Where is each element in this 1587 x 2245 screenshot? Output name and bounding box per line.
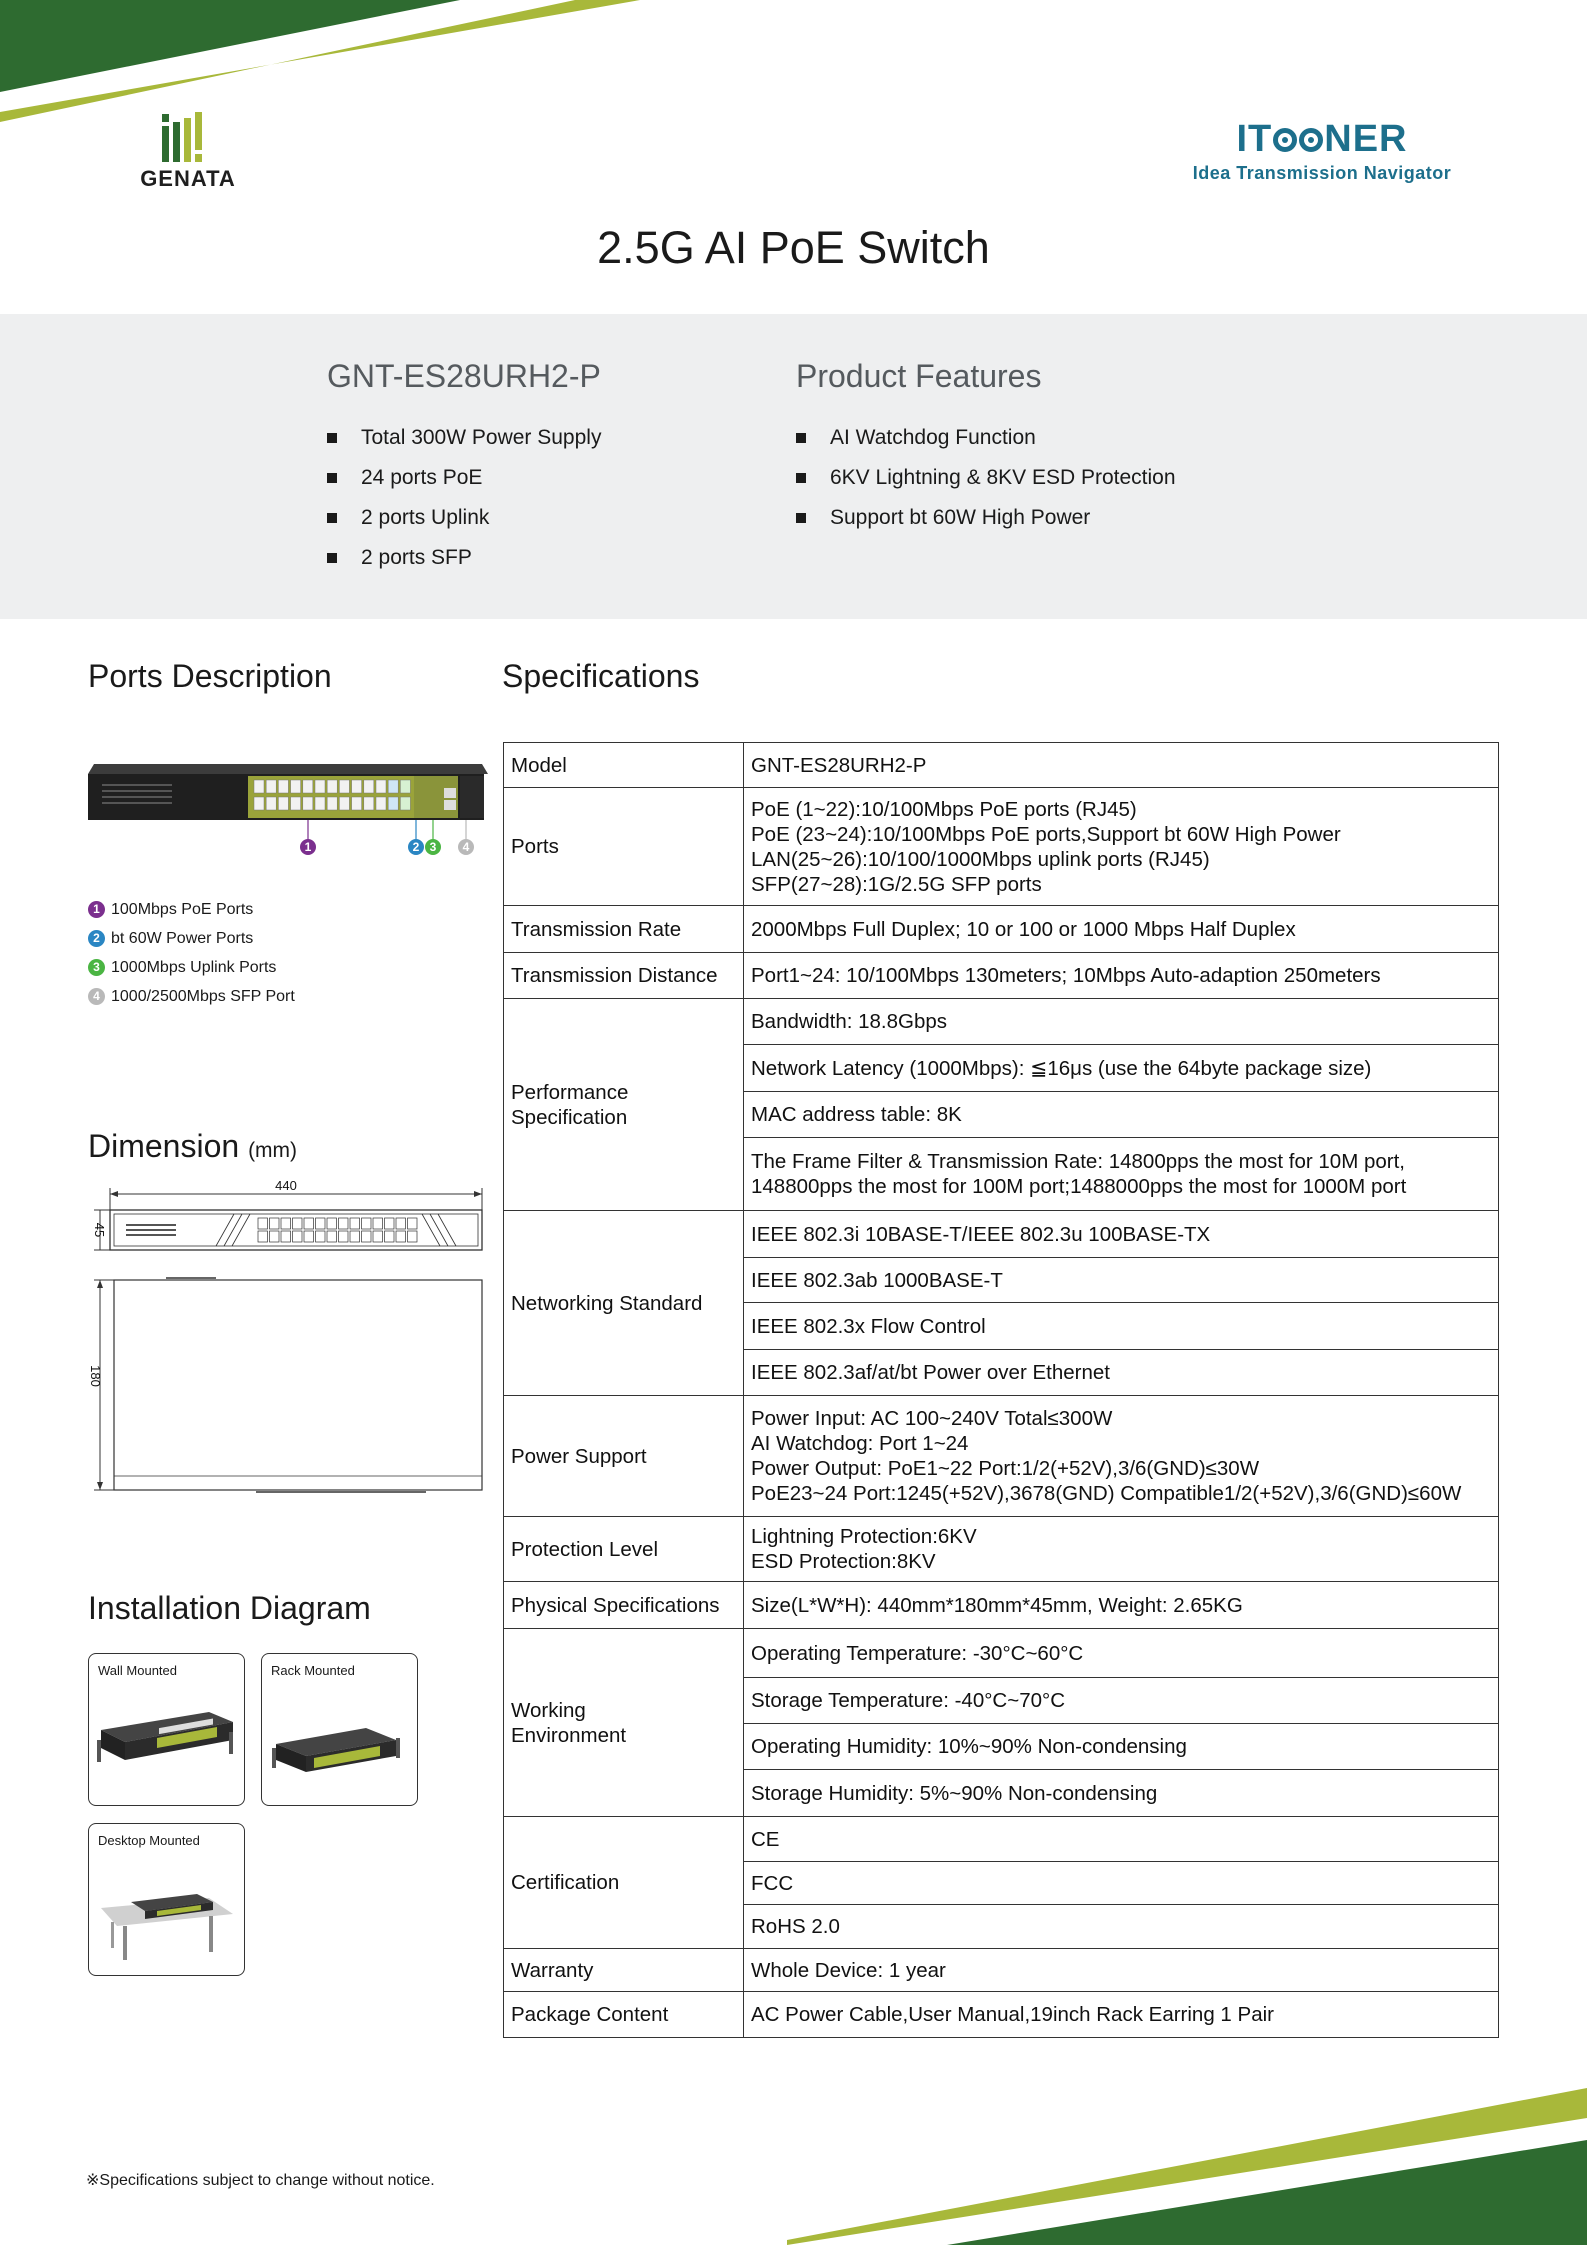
install-label: Rack Mounted (271, 1663, 355, 1678)
depth-label: 180 (88, 1365, 103, 1387)
install-heading: Installation Diagram (88, 1590, 371, 1626)
dimension-drawing (86, 1180, 496, 1505)
rj45-port-icon (254, 780, 264, 793)
specs-heading: Specifications (502, 658, 700, 694)
spec-value-cell: AC Power Cable,User Manual,19inch Rack Earring 1 Pair (744, 1992, 1499, 2038)
rj45-port-icon (254, 797, 264, 810)
rack-mounted-image (270, 1714, 410, 1794)
width-label: 440 (275, 1180, 297, 1193)
list-item: Total 300W Power Supply (327, 418, 601, 458)
rj45-port-icon (364, 797, 374, 810)
rj45-port-icon (278, 780, 288, 793)
rj45-port-icon (350, 1218, 360, 1229)
rj45-port-icon (396, 1231, 406, 1242)
spec-value-cell: GNT-ES28URH2-P (744, 743, 1499, 788)
table-row (504, 1582, 1499, 1629)
legend-label: 1000/2500Mbps SFP Port (111, 988, 295, 1005)
rj45-port-icon (316, 1231, 326, 1242)
table-row (504, 1817, 1499, 1862)
rj45-port-icon (373, 1218, 383, 1229)
table-row (504, 1992, 1499, 2038)
spec-label-cell: Physical Specifications (504, 1582, 744, 1629)
rj45-port-icon (376, 797, 386, 810)
legend-item (88, 895, 295, 924)
features-list (796, 418, 1176, 538)
rj45-port-icon (327, 1231, 337, 1242)
rj45-port-icon (303, 780, 313, 793)
rj45-port-icon (350, 1231, 360, 1242)
rj45-port-icon (339, 1218, 349, 1229)
rj45-port-icon (291, 780, 301, 793)
rj45-port-icon (400, 780, 410, 793)
legend-badge: 3 (88, 959, 105, 976)
rj45-port-icon (316, 1218, 326, 1229)
rj45-port-icon (266, 797, 276, 810)
square-bullet-icon (327, 513, 337, 523)
genata-mark-icon (128, 112, 248, 162)
install-label: Desktop Mounted (98, 1833, 200, 1848)
spec-value-cell: PoE (1~22):10/100Mbps PoE ports (RJ45) PoE (23~24):10/100Mbps PoE ports,Support bt 60W High Power LAN(25~26):10/100/1000Mbps uplink ports (RJ45) SFP(27~28):1G/2.5G SFP ports (744, 788, 1499, 906)
spec-table (503, 742, 1499, 2038)
rj45-port-icon (293, 1218, 303, 1229)
rj45-port-icon (304, 1218, 314, 1229)
spec-value-cell: RoHS 2.0 (744, 1905, 1499, 1949)
spec-label-cell: Working Environment (504, 1629, 744, 1817)
rj45-port-icon (352, 797, 362, 810)
spec-value-cell: CE (744, 1817, 1499, 1862)
legend-item (88, 982, 295, 1011)
table-row (504, 1396, 1499, 1517)
legend-badge: 1 (88, 901, 105, 918)
dimension-unit: (mm) (248, 1139, 298, 1162)
legend-label: bt 60W Power Ports (111, 930, 254, 947)
rj45-port-icon (388, 780, 398, 793)
svg-text:2: 2 (412, 840, 420, 854)
itooner-wordmark (1182, 118, 1462, 161)
rj45-port-icon (278, 797, 288, 810)
rj45-port-icon (258, 1218, 268, 1229)
list-item: 2 ports SFP (327, 538, 601, 578)
spec-value-cell: IEEE 802.3i 10BASE-T/IEEE 802.3u 100BASE-TX (744, 1211, 1499, 1258)
rj45-port-icon (408, 1231, 418, 1242)
desktop-mounted-image (97, 1864, 237, 1964)
spec-value-cell: The Frame Filter & Transmission Rate: 14800pps the most for 10M port, 148800pps the most for 100M port;1488000pps the most for 1000M port (744, 1138, 1499, 1211)
rj45-port-icon (396, 1218, 406, 1229)
switch-front-panel-image (88, 760, 488, 860)
spec-label-cell: Protection Level (504, 1517, 744, 1582)
table-row (504, 906, 1499, 953)
rj45-port-icon (388, 797, 398, 810)
table-row (504, 743, 1499, 788)
rj45-port-icon (258, 1231, 268, 1242)
rj45-port-icon (408, 1218, 418, 1229)
rj45-port-icon (400, 797, 410, 810)
rj45-port-icon (266, 780, 276, 793)
rj45-port-icon (385, 1231, 395, 1242)
rj45-port-icon (327, 1218, 337, 1229)
rj45-port-icon (291, 797, 301, 810)
rj45-port-icon (293, 1231, 303, 1242)
spec-label-cell: Warranty (504, 1949, 744, 1992)
spec-label-cell: Performance Specification (504, 999, 744, 1211)
bottom-right-stripes (787, 2070, 1587, 2245)
install-label: Wall Mounted (98, 1663, 177, 1678)
spec-value-cell: Size(L*W*H): 440mm*180mm*45mm, Weight: 2.65KG (744, 1582, 1499, 1629)
list-item: Support bt 60W High Power (796, 498, 1176, 538)
rj45-port-icon (327, 797, 337, 810)
spec-value-cell: Storage Humidity: 5%~90% Non-condensing (744, 1770, 1499, 1817)
spec-value-cell: IEEE 802.3x Flow Control (744, 1303, 1499, 1350)
svg-text:4: 4 (462, 840, 470, 854)
itooner-logo (1182, 118, 1462, 184)
table-row (504, 999, 1499, 1045)
spec-value-cell: Operating Temperature: -30°C~60°C (744, 1629, 1499, 1678)
spec-label-cell: Power Support (504, 1396, 744, 1517)
spec-label-cell: Networking Standard (504, 1211, 744, 1396)
legend-badge: 4 (88, 988, 105, 1005)
itooner-wordmark-start: IT (1236, 118, 1273, 160)
rj45-port-icon (327, 780, 337, 793)
legend-badge: 2 (88, 930, 105, 947)
square-bullet-icon (796, 513, 806, 523)
square-bullet-icon (327, 553, 337, 563)
spec-value-cell: 2000Mbps Full Duplex; 10 or 100 or 1000 Mbps Half Duplex (744, 906, 1499, 953)
list-item: 24 ports PoE (327, 458, 601, 498)
footnote: ※Specifications subject to change without notice. (86, 2172, 435, 2189)
ports-heading: Ports Description (88, 658, 332, 694)
legend-label: 1000Mbps Uplink Ports (111, 959, 277, 976)
square-bullet-icon (796, 473, 806, 483)
svg-text:3: 3 (429, 840, 437, 854)
spec-label-cell: Certification (504, 1817, 744, 1949)
rj45-port-icon (339, 1231, 349, 1242)
dimension-heading: Dimension (mm) (88, 1128, 298, 1164)
spec-value-cell: Storage Temperature: -40°C~70°C (744, 1678, 1499, 1724)
rj45-port-icon (281, 1231, 291, 1242)
features-heading: Product Features (796, 358, 1042, 394)
install-card-rack (261, 1653, 418, 1806)
table-row (504, 953, 1499, 999)
legend-item (88, 924, 295, 953)
spec-value-cell: IEEE 802.3af/at/bt Power over Ethernet (744, 1350, 1499, 1396)
spec-label-cell: Transmission Distance (504, 953, 744, 999)
rj45-port-icon (362, 1231, 372, 1242)
svg-text:1: 1 (304, 840, 312, 854)
spec-value-cell: Lightning Protection:6KV ESD Protection:8KV (744, 1517, 1499, 1582)
legend-item (88, 953, 295, 982)
install-card-desktop (88, 1823, 245, 1976)
spec-value-cell: Bandwidth: 18.8Gbps (744, 999, 1499, 1045)
rj45-port-icon (385, 1218, 395, 1229)
itooner-tagline: Idea Transmission Navigator (1192, 163, 1452, 183)
rj45-port-icon (315, 780, 325, 793)
rj45-port-icon (270, 1231, 280, 1242)
page-title: 2.5G AI PoE Switch (597, 222, 990, 273)
table-row (504, 788, 1499, 906)
square-bullet-icon (327, 433, 337, 443)
spec-value-cell: Port1~24: 10/100Mbps 130meters; 10Mbps Auto-adaption 250meters (744, 953, 1499, 999)
wall-mounted-image (97, 1704, 237, 1784)
ports-legend (88, 895, 295, 1011)
table-row (504, 1949, 1499, 1992)
spec-label-cell: Transmission Rate (504, 906, 744, 953)
legend-label: 100Mbps PoE Ports (111, 901, 254, 918)
top-left-stripes (0, 0, 640, 140)
double-o-icon (1273, 128, 1323, 152)
spec-value-cell: Operating Humidity: 10%~90% Non-condensing (744, 1724, 1499, 1770)
rj45-port-icon (339, 780, 349, 793)
height-label: 45 (92, 1222, 107, 1238)
table-row (504, 1629, 1499, 1678)
table-row (504, 1211, 1499, 1258)
genata-logo (128, 112, 248, 192)
rj45-port-icon (376, 780, 386, 793)
model-heading: GNT-ES28URH2-P (327, 358, 601, 394)
feature-band (0, 314, 1587, 619)
rj45-port-icon (303, 797, 313, 810)
spec-value-cell: IEEE 802.3ab 1000BASE-T (744, 1258, 1499, 1303)
spec-label-cell: Ports (504, 788, 744, 906)
square-bullet-icon (327, 473, 337, 483)
spec-label-cell: Package Content (504, 1992, 744, 2038)
itooner-wordmark-end: NER (1324, 118, 1408, 160)
rj45-port-icon (339, 797, 349, 810)
model-points-list (327, 418, 601, 578)
rj45-port-icon (364, 780, 374, 793)
genata-wordmark: GENATA (140, 166, 236, 191)
rj45-port-icon (373, 1231, 383, 1242)
spec-value-cell: Network Latency (1000Mbps): ≦16μs (use the 64byte package size) (744, 1045, 1499, 1092)
list-item: 6KV Lightning & 8KV ESD Protection (796, 458, 1176, 498)
rj45-port-icon (352, 780, 362, 793)
spec-value-cell: Power Input: AC 100~240V Total≤300W AI Watchdog: Port 1~24 Power Output: PoE1~22 Port:1/2(+52V),3/6(GND)≤30W PoE23~24 Port:1245(+52V),3678(GND) Compatible1/2(+52V),3/6(GND)≤60W (744, 1396, 1499, 1517)
install-card-wall (88, 1653, 245, 1806)
spec-value-cell: Whole Device: 1 year (744, 1949, 1499, 1992)
rj45-port-icon (315, 797, 325, 810)
square-bullet-icon (796, 433, 806, 443)
rj45-port-icon (281, 1218, 291, 1229)
list-item: AI Watchdog Function (796, 418, 1176, 458)
list-item: 2 ports Uplink (327, 498, 601, 538)
rj45-port-icon (270, 1218, 280, 1229)
spec-value-cell: FCC (744, 1862, 1499, 1905)
spec-value-cell: MAC address table: 8K (744, 1092, 1499, 1138)
rj45-port-icon (362, 1218, 372, 1229)
spec-label-cell: Model (504, 743, 744, 788)
rj45-port-icon (304, 1231, 314, 1242)
table-row (504, 1517, 1499, 1582)
